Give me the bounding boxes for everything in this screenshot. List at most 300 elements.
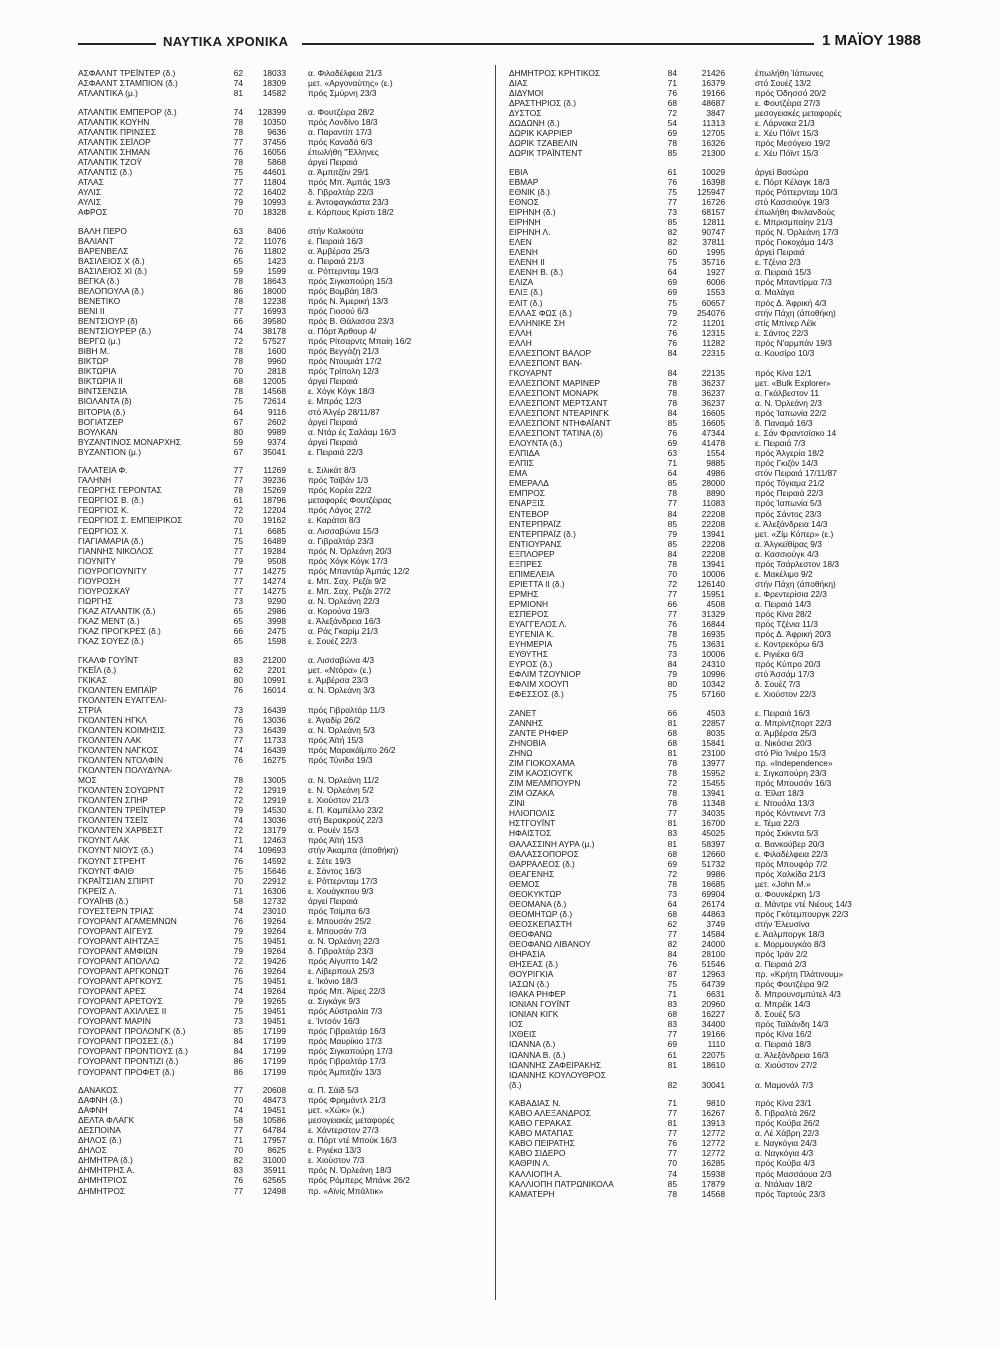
tonnage: 12498 — [262, 1185, 286, 1196]
ship-row — [78, 1067, 503, 1077]
ship-status: α. Ντάρ ές Σαλάαμ 16/3 — [308, 426, 396, 437]
ship-row — [78, 886, 503, 896]
build-year: 70 — [233, 515, 243, 526]
tonnage: 109693 — [258, 845, 286, 856]
build-year: 76 — [667, 959, 677, 970]
ship-row — [509, 277, 934, 287]
tonnage: 12772 — [701, 1138, 725, 1149]
ship-name: ΔΙΔΥΜΟΙ — [509, 88, 544, 99]
ship-row — [509, 889, 934, 899]
build-year: 76 — [233, 245, 243, 256]
tonnage: 2986 — [267, 605, 286, 616]
ship-status: α. Φουτζέιρα 28/2 — [308, 106, 375, 117]
build-year: 76 — [233, 915, 243, 926]
tonnage: 30041 — [701, 1079, 725, 1090]
ship-name: ΒΕΝΙ ΙΙ — [78, 306, 105, 317]
ship-row — [509, 1148, 934, 1158]
build-year: 75 — [233, 166, 243, 177]
tonnage: 16379 — [701, 78, 725, 89]
ship-name: ΙΩΑΝΝΑ (δ.) — [509, 1039, 556, 1050]
ship-status: ε. Ριγιέκα 6/3 — [755, 649, 804, 660]
ship-name: ΙΩΑΝΝΑ Β. (δ.) — [509, 1049, 566, 1060]
tonnage: 16275 — [262, 755, 286, 766]
ship-status: ε. Μπ. Σαχ. Ρεζάι 9/2 — [308, 575, 386, 586]
ship-name: ΕΘΝΙΚ (δ.) — [509, 187, 550, 198]
ship-name: ΒΟΓΙΑΤΖΕΡ — [78, 416, 124, 427]
ship-status: ε. Σιλικάτ 8/3 — [308, 465, 356, 476]
build-year: 58 — [233, 895, 243, 906]
tonnage: 34400 — [701, 1019, 725, 1030]
tonnage: 15951 — [701, 588, 725, 599]
ship-row — [509, 177, 934, 187]
build-year: 76 — [233, 146, 243, 157]
ship-status: πρός Γκιζόν 14/3 — [755, 458, 818, 469]
tonnage: 17199 — [262, 1066, 286, 1077]
ship-status: πρός Σιγκαπούρη 17/3 — [308, 1046, 393, 1057]
tonnage: 12660 — [701, 848, 725, 859]
build-year: 73 — [233, 1016, 243, 1027]
ship-name: ΘΗΣΕΑΣ (δ.) — [509, 959, 558, 970]
build-year: 78 — [667, 488, 677, 499]
ship-row — [78, 725, 503, 735]
tonnage: 1554 — [706, 448, 725, 459]
build-year: 70 — [233, 207, 243, 218]
build-year: 73 — [233, 595, 243, 606]
ship-name: ΕΝΤΕΒΟΡ — [509, 508, 550, 519]
ship-name: ΓΕΩΡΓΙΟΣ Κ. — [78, 505, 129, 516]
tonnage: 44601 — [262, 166, 286, 177]
ship-name: ΘΕΟΦΑΝΩ — [509, 928, 552, 939]
ship-row — [78, 207, 503, 217]
ship-status: α. Έϊλατ 18/3 — [755, 788, 804, 799]
ship-status: ε. Ρόττερνταμ 17/3 — [308, 875, 378, 886]
ship-status: α. Ναγκόγια 4/3 — [755, 1148, 814, 1159]
ship-name: ΕΞΠΡΕΣ — [509, 558, 543, 569]
ship-row — [509, 1169, 934, 1179]
tonnage: 14582 — [262, 88, 286, 99]
build-year: 76 — [233, 966, 243, 977]
build-year: 76 — [667, 327, 677, 338]
build-year: 74 — [233, 326, 243, 337]
ship-name: ΓΟΥΟΡΑΝΤ ΠΡΟΝΤΙΖΙ (δ.) — [78, 1056, 179, 1067]
build-year: 54 — [667, 118, 677, 129]
tonnage: 36237 — [701, 398, 725, 408]
ship-name: ΚΑΛΛΙΟΠΗ ΠΑΤΡΩΝΙΚΟΛΑ — [509, 1178, 614, 1189]
tonnage: 10996 — [701, 669, 725, 680]
tonnage: 2201 — [267, 664, 286, 675]
ship-row — [509, 539, 934, 549]
ship-group — [78, 226, 503, 457]
right-column — [509, 68, 934, 1207]
tonnage: 19451 — [262, 1016, 286, 1027]
ship-name: ΙΟΝΙΑΝ ΓΟΥΪΝΤ — [509, 999, 571, 1010]
build-year: 78 — [667, 788, 677, 799]
tonnage: 64784 — [262, 1125, 286, 1136]
tonnage: 128399 — [258, 106, 286, 117]
build-year: 77 — [667, 1108, 677, 1119]
ship-name: ΕΛΕΝΗ — [509, 247, 538, 258]
build-year: 77 — [233, 1125, 243, 1136]
ship-row — [78, 586, 503, 596]
ship-name: ΓΑΛΗΝΗ — [78, 475, 112, 486]
ship-row — [78, 1115, 503, 1125]
tonnage: 16227 — [701, 1009, 725, 1020]
tonnage: 12315 — [701, 327, 725, 338]
ship-row — [78, 1036, 503, 1046]
tonnage: 16267 — [701, 1108, 725, 1119]
ship-name: ΒΕΝΤΣΙΟΥΡ (δ) — [78, 316, 138, 327]
ship-status: άργεί Πειραιά — [755, 247, 805, 258]
build-year: 87 — [667, 969, 677, 980]
build-year: 72 — [233, 235, 243, 246]
ship-row — [509, 498, 934, 508]
tonnage: 19451 — [262, 1105, 286, 1116]
build-year: 77 — [233, 1085, 243, 1096]
ship-name: ΕΝΤΕΡΠΡΑΪΖ — [509, 518, 561, 529]
tonnage: 12772 — [701, 1148, 725, 1159]
ship-name: ΓΚΟΛΝΤΕΝ ΣΟΥΩΡΝΤ — [78, 785, 165, 796]
ship-status: πρός Λάγος 27/2 — [308, 505, 372, 516]
ship-name: ΒΑΛΗ ΠΕΡΟ — [78, 225, 127, 236]
ship-row — [78, 926, 503, 936]
build-year: 61 — [667, 1049, 677, 1060]
ship-row — [509, 909, 934, 919]
ship-name: ΔΙΑΣ — [509, 78, 528, 89]
ship-status: α. Άμβέρσα 25/3 — [755, 728, 817, 738]
ship-row — [78, 437, 503, 447]
ship-row — [509, 1050, 934, 1060]
ship-status: α. Μαμονάλ 7/3 — [755, 1079, 813, 1090]
ship-row — [509, 728, 934, 738]
ship-name: ΔΑΦΝΗ — [78, 1105, 108, 1116]
ship-status: α. Βανκούβερ 20/3 — [755, 838, 825, 849]
build-year: 79 — [667, 307, 677, 318]
ship-status: ε. Πειραιά 7/3 — [755, 438, 806, 449]
ship-name: ΓΚΑΖ ΣΟΥΕΖ (δ.) — [78, 636, 144, 647]
build-year: 75 — [233, 396, 243, 407]
ship-name: ΕΣΠΕΡΟΣ — [509, 608, 549, 619]
ship-name: ΕΥΡΟΣ (δ.) — [509, 659, 553, 670]
build-year: 64 — [667, 267, 677, 278]
ship-row — [509, 689, 934, 699]
build-year: 75 — [233, 1006, 243, 1017]
ship-name: ΓΚΕΪΛ (δ.) — [78, 664, 117, 675]
ship-status: α. Άλγκεϊθίρας 9/3 — [755, 538, 822, 549]
ship-row — [78, 68, 503, 78]
ship-row — [509, 267, 934, 277]
left-column — [78, 68, 503, 1204]
tonnage: 3998 — [267, 615, 286, 626]
build-year: 68 — [233, 376, 243, 387]
ship-name: ΙΘΑΚΑ ΡΗΦΕΡ — [509, 989, 566, 1000]
ship-name: ΗΣΤΓΟΥΪΝΤ — [509, 818, 556, 829]
ship-status: δ. Παναμά 16/3 — [755, 418, 813, 429]
ship-name: ΓΚΟΛΝΤΕΝ ΕΜΠΑΪΡ — [78, 684, 158, 695]
header-rule-middle — [302, 43, 814, 45]
ship-name: ΘΕΟΜΑΝΑ (δ.) — [509, 898, 567, 909]
build-year: 83 — [233, 654, 243, 665]
ship-row — [509, 78, 934, 88]
tonnage: 19166 — [701, 88, 725, 99]
tonnage: 19265 — [262, 996, 286, 1007]
build-year: 78 — [667, 768, 677, 779]
ship-name: ΕΛΙΤ (δ.) — [509, 297, 543, 308]
tonnage: 4986 — [706, 468, 725, 479]
ship-name: ΘΑΛΑΣΣΙΝΗ ΑΥΡΑ (μ.) — [509, 838, 595, 849]
ship-name: ΔΗΜΗΤΡΟΣ — [78, 1185, 126, 1196]
build-year: 70 — [667, 568, 677, 579]
tonnage: 15455 — [701, 778, 725, 789]
build-year: 65 — [233, 605, 243, 616]
tonnage: 16489 — [262, 535, 286, 546]
ship-name: ΙΩΑΝΝΗΣ ΖΑΦΕΙΡΑΚΗΣ — [509, 1059, 602, 1070]
ship-row — [509, 788, 934, 798]
build-year: 65 — [233, 255, 243, 266]
ship-row — [78, 485, 503, 495]
build-year: 77 — [667, 588, 677, 599]
ship-row — [509, 207, 934, 217]
ship-name: ΕΛΠΙΣ — [509, 458, 534, 469]
build-year: 78 — [667, 798, 677, 809]
tonnage: 23010 — [262, 905, 286, 916]
ship-row — [509, 108, 934, 118]
ship-name: ΓΟΥΟΡΑΝΤ ΑΡΕΤΟΥΣ — [78, 996, 163, 1007]
ship-status: ε. Χιούστον 21/3 — [308, 795, 369, 806]
build-year: 85 — [233, 1026, 243, 1037]
tonnage: 11313 — [702, 118, 725, 129]
tonnage: 16306 — [262, 885, 286, 896]
tonnage: 12204 — [262, 505, 286, 516]
ship-row — [78, 177, 503, 187]
ship-status: πρός Φρημάντλ 21/3 — [308, 1095, 386, 1106]
ship-row — [78, 1026, 503, 1036]
ship-row — [78, 536, 503, 546]
ship-row — [509, 1019, 934, 1029]
build-year: 70 — [233, 1095, 243, 1106]
ship-name: ΖΙΝΙ — [509, 798, 525, 809]
ship-row — [509, 599, 934, 609]
build-year: 74 — [233, 106, 243, 117]
ship-name: ΒΕΡΓΩ (μ.) — [78, 336, 121, 347]
tonnage: 11804 — [263, 176, 286, 187]
ship-status: στόν Πειραιά 17/11/87 — [755, 468, 837, 479]
ship-row — [509, 679, 934, 689]
ship-name: ΓΟΥΟΡΑΝΤ ΠΡΟΛΟΝΓΚ (δ.) — [78, 1026, 186, 1037]
ship-name: ΕΘΝΟΣ — [509, 197, 539, 208]
ship-row — [78, 695, 503, 705]
ship-status: ε. Άλεξάνδρεια 14/3 — [755, 518, 828, 529]
ship-status: α. Άμβέρσα 25/3 — [308, 245, 370, 256]
tonnage: 254076 — [697, 307, 725, 318]
ship-status: πρός Γιοσού 6/3 — [308, 306, 369, 317]
build-year: 60 — [667, 247, 677, 258]
ship-status: πρός Βομβάη 18/3 — [308, 285, 378, 296]
build-year: 78 — [667, 377, 677, 388]
ship-status: α. Πειραιά 21/3 — [308, 255, 365, 266]
build-year: 75 — [667, 689, 677, 700]
ship-status: ε. Σέτε 19/3 — [308, 855, 351, 866]
build-year: 77 — [233, 136, 243, 147]
build-year: 85 — [667, 418, 677, 429]
ship-row — [509, 1039, 934, 1049]
ship-name: ΔΗΜΗΤΡΗΣ Α. — [78, 1165, 135, 1176]
ship-status: ε. Ίντσόν 16/3 — [308, 1016, 360, 1027]
ship-row — [78, 616, 503, 626]
ship-row — [78, 515, 503, 525]
tonnage: 22912 — [262, 875, 286, 886]
ship-status: πρός Χόγκ Κόγκ 17/3 — [308, 555, 388, 566]
ship-row — [78, 976, 503, 986]
ship-row — [78, 735, 503, 745]
tonnage: 19451 — [262, 976, 286, 987]
tonnage: 90747 — [701, 227, 725, 238]
tonnage: 1995 — [706, 247, 725, 258]
build-year: 78 — [233, 356, 243, 367]
ship-name: ΓΚΟΥΝΤ ΛΑΚ — [78, 835, 130, 846]
ship-status: πρός Μπ. Άϊρες 22/3 — [308, 986, 386, 997]
tonnage: 14530 — [262, 805, 286, 816]
ship-status: πρός Μπαντάρ Άμπάς 12/2 — [308, 565, 410, 576]
ship-status: στήν Πάχη (άποθήκη) — [755, 578, 836, 589]
ship-name: ΒΟΥΛΚΑΝ — [78, 426, 118, 437]
ship-status: πρός Δ. Άφρική 4/3 — [755, 297, 827, 308]
build-year: 78 — [667, 1188, 677, 1199]
build-year: 84 — [667, 548, 677, 559]
ship-status: α. Μάντρε ντέ Νιέους 14/3 — [755, 898, 852, 909]
ship-name: ΕΛΛΕΣΠΟΝΤ ΝΤΗΦΑΪΑΝΤ — [509, 418, 611, 429]
tonnage: 12919 — [262, 785, 286, 796]
tonnage: 15938 — [701, 1168, 725, 1179]
tonnage: 5868 — [267, 156, 286, 167]
ship-status: πρός Γκότεμπουργκ 22/3 — [755, 908, 849, 919]
ship-status: πρός Χαλκίδα 21/3 — [755, 868, 826, 879]
ship-name: ΔΩΡΙΚ ΤΡΑΪΝΤΕΝΤ — [509, 148, 583, 159]
ship-name: ΓΙΟΥΡΟΣΚΑΫ — [78, 585, 131, 596]
tonnage: 21200 — [262, 654, 286, 665]
ship-name: ΕΠΙΜΕΛΕΙΑ — [509, 568, 555, 579]
ship-name: ΓΟΥΟΡΑΝΤ ΑΙΓΕΥΣ — [78, 925, 153, 936]
ship-row — [509, 569, 934, 579]
ship-row — [78, 306, 503, 316]
ship-status: μεσογειακές μεταφορές — [755, 108, 842, 119]
ship-name: ΓΚΟΛΝΤΕΝ ΗΓΚΛ — [78, 714, 147, 725]
ship-row — [78, 407, 503, 417]
ship-row — [509, 798, 934, 808]
ship-row — [78, 856, 503, 866]
ship-status: α. Κασσιούγκ 4/3 — [755, 548, 819, 559]
tonnage: 17879 — [701, 1178, 725, 1189]
tonnage: 17199 — [262, 1036, 286, 1047]
ship-status: έπωλήθη "Έλληνες — [308, 146, 379, 157]
build-year: 76 — [667, 337, 677, 348]
ship-row — [509, 549, 934, 559]
ship-name: ΔΩΡΙΚ ΤΖΑΒΕΛΙΝ — [509, 138, 578, 149]
ship-row — [78, 1165, 503, 1175]
tonnage: 1599 — [267, 265, 286, 276]
ship-name: ΓΟΥΟΡΑΝΤ ΠΡΟΣΕΣ (δ.) — [78, 1036, 174, 1047]
ship-status: πρός Β. Θάλασσα 23/3 — [308, 316, 394, 327]
build-year: 70 — [233, 875, 243, 886]
tonnage: 2602 — [267, 416, 286, 427]
tonnage: 37456 — [262, 136, 286, 147]
ship-row — [78, 685, 503, 695]
build-year: 77 — [667, 608, 677, 619]
ship-row — [509, 808, 934, 818]
tonnage: 19451 — [262, 1006, 286, 1017]
build-year: 82 — [667, 1079, 677, 1090]
ship-status: άργεί Πειραιά — [308, 416, 358, 427]
ship-status: πρός Κίνα 28/2 — [755, 608, 812, 619]
build-year: 72 — [667, 778, 677, 789]
tonnage: 15646 — [262, 865, 286, 876]
build-year: 84 — [667, 949, 677, 960]
tonnage: 9508 — [267, 555, 286, 566]
ship-row — [509, 68, 934, 78]
ship-status: ε. Άαλμποργκ 18/3 — [755, 928, 825, 939]
ship-name: ΘΕΟΚΥΚΤΩΡ — [509, 888, 562, 899]
ship-name: ΓΚΟΥΝΤ ΦΑΙΘ — [78, 865, 134, 876]
ship-name: ΓΚΙΚΑΣ — [78, 674, 107, 685]
ship-row — [78, 626, 503, 636]
ship-status: ε. Ντουάλα 13/3 — [755, 798, 815, 809]
ship-status: α. Σιγκάγκ 9/3 — [308, 996, 360, 1007]
ship-row — [509, 559, 934, 569]
ship-name: ΓΟΥΟΡΑΝΤ ΠΡΟΦΕΤ (δ.) — [78, 1066, 175, 1077]
ship-status: α. Ν. Όρλεάνη 22/3 — [308, 595, 380, 606]
ship-name: ΓΚΡΑΪΤΣΙΑΝ ΣΠΙΡΙΤ — [78, 875, 155, 886]
ship-name: ΕΛΛΗ — [509, 327, 532, 338]
ship-status: α. Λισσαβώνα 4/3 — [308, 654, 375, 665]
build-year: 74 — [667, 1168, 677, 1179]
tonnage: 2475 — [267, 625, 286, 636]
build-year: 72 — [667, 317, 677, 328]
tonnage: 12772 — [701, 1128, 725, 1139]
ship-row — [509, 338, 934, 348]
tonnage: 12963 — [701, 969, 725, 980]
ship-row — [509, 738, 934, 748]
ship-row — [509, 959, 934, 969]
ship-name: ΕΒΜΑΡ — [509, 176, 539, 187]
build-year: 79 — [233, 555, 243, 566]
tonnage: 36237 — [701, 387, 725, 398]
tonnage: 14275 — [262, 585, 286, 596]
build-year: 68 — [667, 1009, 677, 1020]
ship-status: πρός Άμπιτζάν 13/3 — [308, 1066, 382, 1077]
build-year: 76 — [667, 428, 677, 439]
ship-row — [78, 88, 503, 98]
ship-status: πρός Φουτζέιρα 9/2 — [755, 979, 829, 990]
ship-status: α. Μπρέϊκ 14/3 — [755, 999, 811, 1010]
build-year: 75 — [667, 297, 677, 308]
ship-row — [78, 765, 503, 775]
ship-name: ΕΥΓΕΝΙΑ Κ. — [509, 629, 555, 640]
ship-status: α. Μπρίντζπορτ 22/3 — [755, 717, 832, 728]
ship-name: ΙΧΘΕΙΣ — [509, 1029, 537, 1040]
ship-status: α. Ρουέν 15/3 — [308, 825, 359, 836]
ship-group — [78, 1085, 503, 1196]
ship-name: ΓΟΥΟΡΑΝΤ ΑΡΓΚΟΥΣ — [78, 976, 163, 987]
build-year: 78 — [667, 558, 677, 569]
ship-row — [78, 1046, 503, 1056]
build-year: 71 — [233, 835, 243, 846]
build-year: 86 — [233, 1056, 243, 1067]
build-year: 75 — [233, 865, 243, 876]
build-year: 64 — [233, 406, 243, 417]
ship-status: ε. Ναγκόγια 24/3 — [755, 1138, 817, 1149]
ship-name: ΣΤΡΙΑ — [78, 704, 102, 715]
tonnage: 12732 — [262, 895, 286, 906]
ship-row — [78, 936, 503, 946]
